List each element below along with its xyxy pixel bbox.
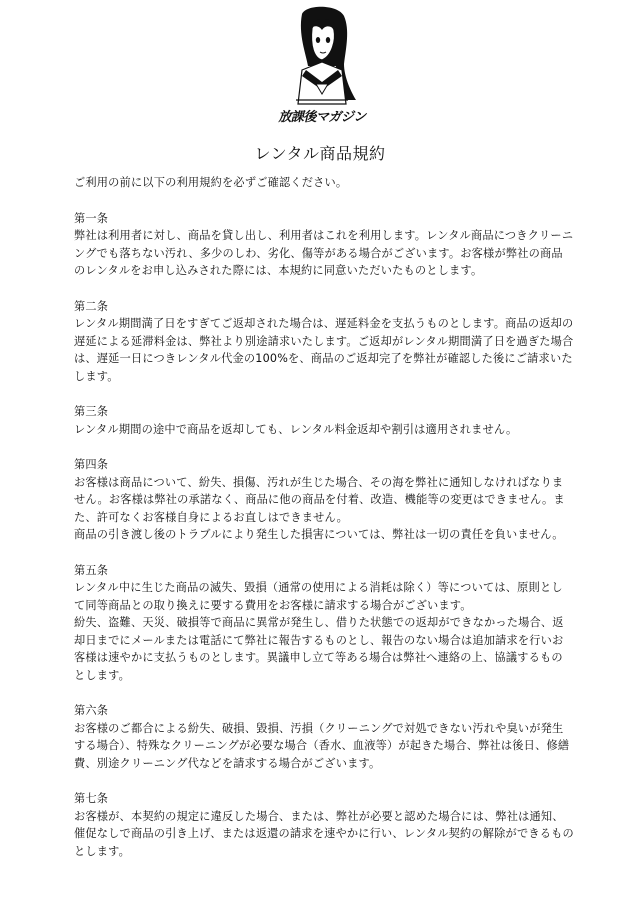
article-7 bbox=[74, 790, 574, 860]
article-paragraph: レンタル期間の途中で商品を返却しても、レンタル料金返却や割引は適用されません。 bbox=[74, 422, 518, 436]
article-paragraph: お客様は商品について、紛失、損傷、汚れが生じた場合、その海を弊社に通知しなければなりません。お客様は弊社の承諾なく、商品に他の商品を付着、改造、機能等の変更はできません。また、許可なくお客様自身によるお直しはできません。 bbox=[74, 475, 565, 524]
article-paragraph: 弊社は利用者に対し、商品を貸し出し、利用者はこれを利用します。レンタル商品につきクリーニングでも落ちない汚れ、多少のしわ、劣化、傷等がある場合がございます。お客様が弊社の商品のレンタルをお申し込みされた際には、本規約に同意いただいたものとします。 bbox=[74, 229, 574, 277]
article-heading: 第三条 bbox=[74, 405, 109, 418]
article-paragraph: レンタル中に生じた商品の滅失、毀損（通常の使用による消耗は除く）等については、原則として同等商品との取り換えに要する費用をお客様に請求する場合がございます。 bbox=[74, 581, 563, 612]
article-paragraph: 商品の引き渡し後のトラブルにより発生した損害については、弊社は一切の責任を負いません。 bbox=[74, 528, 564, 541]
brand-logo-text: 放課後マガジン bbox=[278, 110, 366, 125]
article-paragraph: レンタル期間満了日をすぎてご返却された場合は、遅延料金を支払うものとします。商品の返却の遅延による延滞料金は、弊社より別途請求いたします。ご返却がレンタル期間満了日を過ぎた場合は、遅延一日につきレンタル代金の100%を、商品のご返却完了を弊社が確認した後にご請求いたします。 bbox=[74, 317, 574, 383]
article-paragraph: お客様が、本契約の規定に違反した場合、または、弊社が必要と認めた場合には、弊社は通知、催促なしで商品の引き上げ、または返還の請求を速やかに行い、レンタル契約の解除ができるものとします。 bbox=[74, 809, 574, 858]
intro-text: ご利用の前に以下の利用規約を必ずご確認ください。 bbox=[74, 176, 348, 189]
article-paragraph: 紛失、盗難、天災、破損等で商品に異常が発生し、借りた状態での返却ができなかった場合、返却日までにメールまたは電話にて弊社に報告するものとし、報告のない場合は追加請求を行いお客様は速やかに支払うものとします。異議申し立て等ある場合は弊社へ連絡の上、協議するものとします。 bbox=[74, 616, 564, 682]
article-heading: 第一条 bbox=[74, 211, 109, 225]
article-2 bbox=[74, 298, 574, 386]
article-heading: 第五条 bbox=[74, 563, 109, 577]
terms-content bbox=[74, 174, 574, 860]
article-6 bbox=[74, 702, 574, 772]
page-title: レンタル商品規約 bbox=[254, 144, 386, 163]
article-heading: 第六条 bbox=[74, 704, 109, 717]
article-heading: 第四条 bbox=[74, 458, 109, 471]
article-5 bbox=[74, 562, 574, 685]
article-heading: 第七条 bbox=[74, 792, 109, 805]
article-4 bbox=[74, 456, 574, 544]
article-heading: 第二条 bbox=[74, 299, 109, 313]
article-paragraph: お客様のご都合による紛失、破損、毀損、汚損（クリーニングで対処できない汚れや臭いが発生する場合）、特殊なクリーニングが必要な場合（香水、血液等）が起きた場合、弊社は後日、修繕費、別途クリーニング代などを請求する場合がございます。 bbox=[74, 721, 570, 770]
schoolgirl-illustration-icon bbox=[272, 4, 372, 108]
brand-logo bbox=[272, 4, 372, 126]
article-3 bbox=[74, 403, 574, 438]
article-1 bbox=[74, 210, 574, 280]
